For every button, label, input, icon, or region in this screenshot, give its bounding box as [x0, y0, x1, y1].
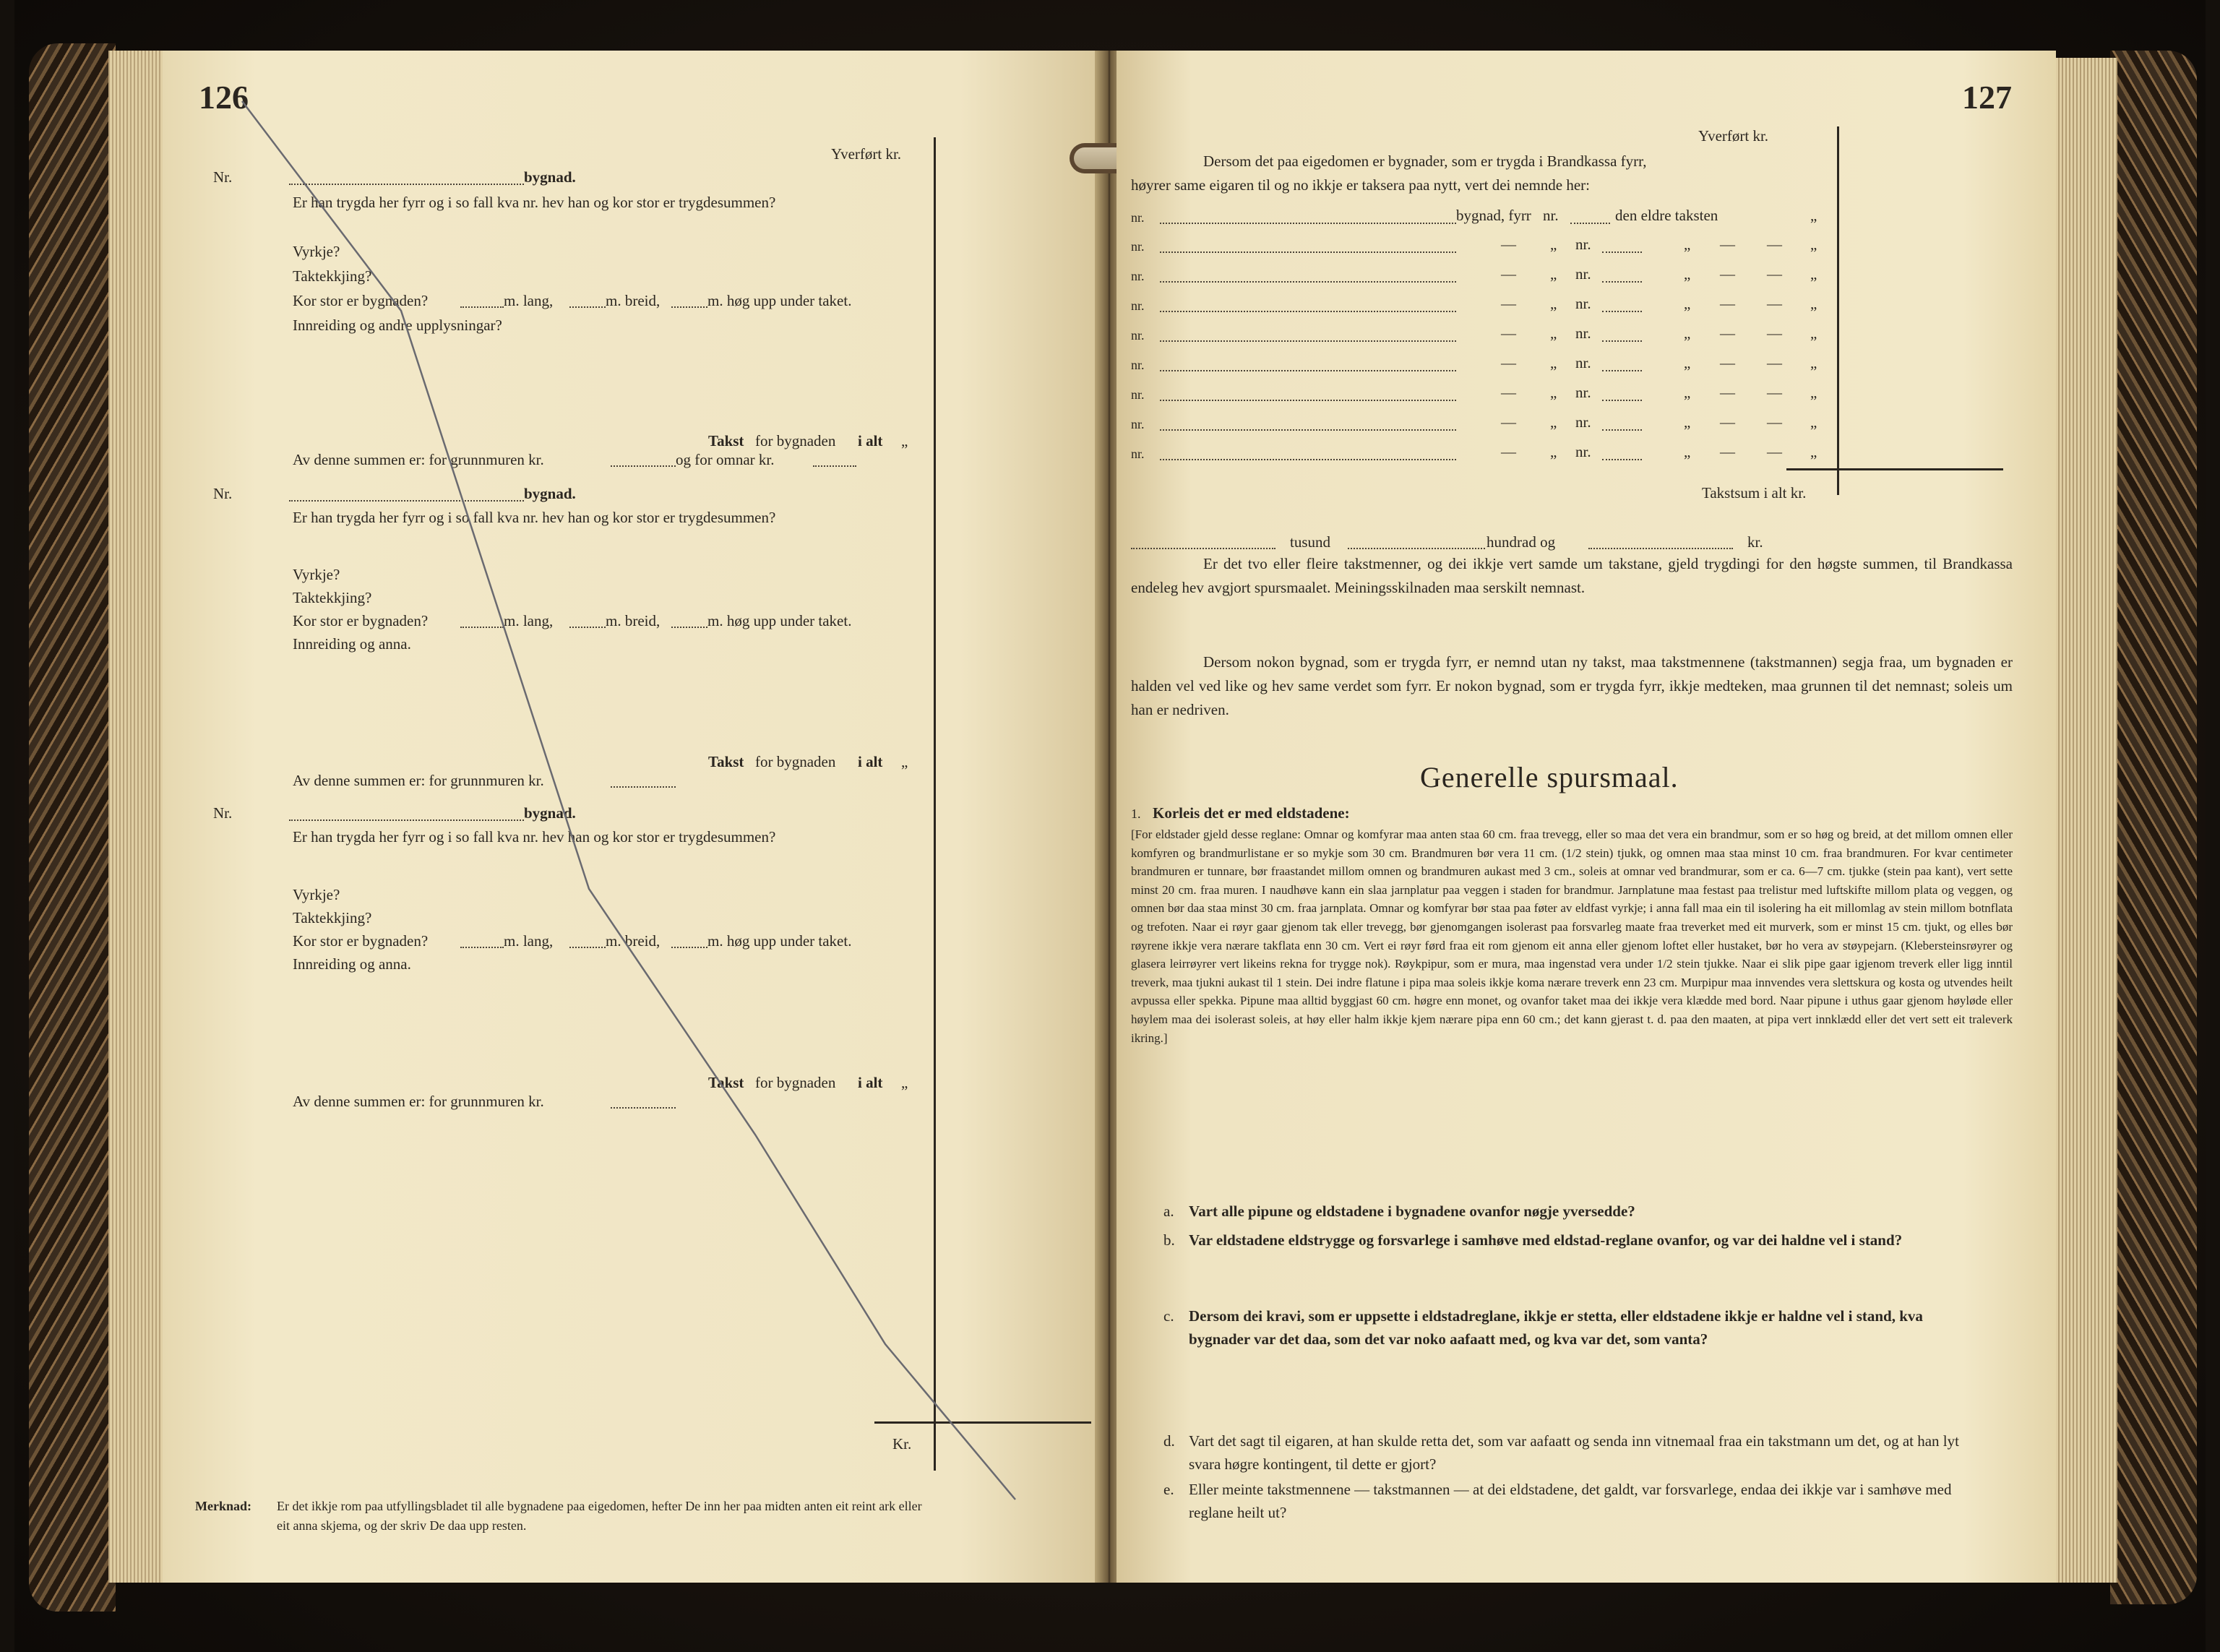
number-field[interactable]	[1602, 370, 1642, 371]
dash-mark: —	[1720, 354, 1735, 371]
nr-label: nr.	[1131, 269, 1145, 283]
merknad-label: Merknad:	[195, 1499, 251, 1513]
bygnad-label: bygnad.	[524, 168, 576, 186]
dash-mark: —	[1767, 413, 1782, 431]
bygnad-label: bygnad.	[524, 804, 576, 822]
amount-column-line	[1837, 126, 1839, 495]
ditto-mark: „	[1810, 265, 1817, 283]
length-unit: m. lang,	[504, 292, 554, 309]
old-valuation-label: den eldre taksten	[1615, 207, 1718, 224]
dash-mark: —	[1767, 324, 1782, 342]
other-info-label: Innreiding og anna.	[293, 955, 411, 973]
dash-mark: —	[1720, 384, 1735, 401]
building-name-field[interactable]	[1160, 223, 1456, 224]
ditto-mark: „	[1810, 443, 1817, 460]
nr-label: Nr.	[213, 804, 233, 822]
size-label: Kor stor er bygnaden?	[293, 292, 429, 309]
ditto-mark: „	[1810, 236, 1817, 253]
nr-label: nr.	[1131, 358, 1145, 372]
foundation-label: Av denne summen er: for grunnmuren kr.	[293, 451, 544, 468]
question-number: 1.	[1131, 806, 1141, 821]
thousands-label: tusund	[1290, 533, 1331, 551]
question-text: Var eldstadene eldstrygge og forsvarlege i samhøve med eldstad-reglane ovanfor, og var dei haldne vel i stand?	[1189, 1231, 1903, 1249]
ditto-mark: „	[1810, 324, 1817, 342]
bygnad-fyrr-label: bygnad, fyrr	[1456, 207, 1531, 224]
nr-label: nr.	[1575, 413, 1591, 431]
dash-mark: —	[1720, 413, 1735, 431]
width-unit: m. breid,	[606, 612, 661, 629]
nr-label: nr.	[1131, 328, 1145, 343]
width-unit: m. breid,	[606, 932, 661, 950]
dash-mark: —	[1767, 295, 1782, 312]
dash-mark: —	[1720, 295, 1735, 312]
nr-label: nr.	[1575, 236, 1591, 253]
ditto-mark: „	[901, 753, 908, 770]
dash-mark: —	[1501, 384, 1516, 401]
dash-mark: —	[1767, 443, 1782, 460]
carried-forward-label: Yverført kr.	[831, 145, 902, 163]
ditto-mark: „	[901, 432, 908, 449]
untaxed-building-note: Dersom nokon bygnad, som er trygda fyrr, er nemnd utan ny takst, maa takstmennene (takstmannen) segja fraa, um bygnaden er halden vel ved like og hev same verdet som fyrr. Er nokon bygnad, som er trygda fyrr, ikkje medteken, maa grunnen til det nemnast; soleis um han er nedriven.	[1131, 653, 2013, 718]
building-name-field[interactable]	[1160, 251, 1456, 253]
merknad-text: Er det ikkje rom paa utfyllingsbladet til alle bygnadene paa eigedomen, hefter De inn her paa midten anten eit reint ark eller	[277, 1499, 922, 1513]
other-info-label: Innreiding og andre upplysningar?	[293, 317, 502, 334]
carried-forward-label: Yverført kr.	[1698, 127, 1769, 145]
material-label: Vyrkje?	[293, 566, 340, 583]
number-field[interactable]	[1602, 340, 1642, 342]
ditto-mark: „	[1684, 236, 1691, 253]
bygnad-label: bygnad.	[524, 485, 576, 502]
page-number: 126	[199, 79, 249, 116]
question-text: Dersom dei kravi, som er uppsette i eldstadreglane, ikkje er stetta, eller eldstadene ikkje er haldne vel i stand, kva bygnader var det daa, som det var noko aafaatt med, og kva var det, som vanta?	[1189, 1307, 1923, 1348]
hundreds-label: hundrad og	[1487, 533, 1556, 551]
nr-label: nr.	[1543, 207, 1559, 224]
ditto-mark: „	[1550, 324, 1557, 342]
page-edges-right	[2052, 58, 2117, 1583]
right-page	[1117, 51, 2056, 1583]
marbled-edge-right	[2110, 51, 2197, 1604]
nr-label: nr.	[1575, 354, 1591, 371]
foundation-label: Av denne summen er: for grunnmuren kr.	[293, 1093, 544, 1110]
ditto-mark: „	[1550, 384, 1557, 401]
number-field[interactable]	[1602, 459, 1642, 460]
ditto-mark: „	[1810, 354, 1817, 371]
length-unit: m. lang,	[504, 932, 554, 950]
roofing-label: Taktekkjing?	[293, 589, 372, 606]
ditto-mark: „	[1684, 265, 1691, 283]
foundation-label: Av denne summen er: for grunnmuren kr.	[293, 772, 544, 789]
section-heading: Generelle spursmaal.	[1420, 761, 1679, 793]
takst-total-label: i alt	[858, 1074, 883, 1091]
intro-text: Dersom det paa eigedomen er bygnader, som er trygda i Brandkassa fyrr,	[1203, 152, 1647, 170]
nr-label: nr.	[1131, 210, 1145, 225]
material-label: Vyrkje?	[293, 886, 340, 903]
takst-building-label: for bygnaden	[755, 1074, 836, 1091]
dash-mark: —	[1767, 236, 1782, 253]
takst-label: Takst	[708, 432, 744, 449]
number-field[interactable]	[1602, 400, 1642, 401]
nr-label: nr.	[1575, 324, 1591, 342]
takst-label: Takst	[708, 753, 744, 770]
merknad-text: eit anna skjema, og der skriv De daa upp resten.	[277, 1518, 527, 1533]
question-letter: d.	[1163, 1432, 1175, 1450]
number-field[interactable]	[1602, 281, 1642, 283]
height-unit: m. høg upp under taket.	[707, 932, 852, 950]
ditto-mark: „	[1684, 384, 1691, 401]
marbled-edge-left	[29, 43, 116, 1612]
nr-label: nr.	[1131, 298, 1145, 313]
takstsum-label: Takstsum i alt kr.	[1702, 484, 1807, 502]
kroner-label: kr.	[1747, 533, 1763, 551]
nr-label: nr.	[1131, 417, 1145, 431]
roofing-label: Taktekkjing?	[293, 267, 372, 285]
dash-mark: —	[1501, 236, 1516, 253]
question-letter: e.	[1163, 1481, 1174, 1498]
building-name-field[interactable]	[1160, 400, 1456, 401]
building-name-field[interactable]	[1160, 370, 1456, 371]
nr-label: nr.	[1575, 384, 1591, 401]
thousands-field[interactable]	[1131, 548, 1275, 549]
other-info-label: Innreiding og anna.	[293, 635, 411, 653]
ditto-mark: „	[1810, 295, 1817, 312]
number-field[interactable]	[1602, 429, 1642, 431]
question-title: Korleis det er med eldstadene:	[1153, 804, 1350, 822]
width-unit: m. breid,	[606, 292, 661, 309]
building-name-field[interactable]	[1160, 311, 1456, 312]
building-name-field[interactable]	[1160, 429, 1456, 431]
nr-label: nr.	[1131, 387, 1145, 402]
hundreds-field[interactable]	[1348, 548, 1485, 549]
height-unit: m. høg upp under taket.	[707, 612, 852, 629]
total-label: Kr.	[892, 1435, 912, 1453]
dash-mark: —	[1501, 443, 1516, 460]
size-label: Kor stor er bygnaden?	[293, 932, 429, 950]
ditto-mark: „	[1684, 295, 1691, 312]
building-name-field[interactable]	[1160, 281, 1456, 283]
ditto-mark: „	[1810, 413, 1817, 431]
left-page	[163, 51, 1101, 1583]
dash-mark: —	[1767, 265, 1782, 283]
material-label: Vyrkje?	[293, 243, 340, 260]
number-field[interactable]	[1602, 311, 1642, 312]
takst-total-label: i alt	[858, 753, 883, 770]
nr-label: nr.	[1131, 447, 1145, 461]
dash-mark: —	[1720, 324, 1735, 342]
dash-mark: —	[1767, 384, 1782, 401]
dash-mark: —	[1767, 354, 1782, 371]
insurance-question: Er han trygda her fyrr og i so fall kva nr. hev han og kor stor er trygdesummen?	[293, 828, 776, 846]
takst-label: Takst	[708, 1074, 744, 1091]
length-unit: m. lang,	[504, 612, 554, 629]
sum-rule	[1786, 468, 2003, 470]
ditto-mark: „	[901, 1074, 908, 1091]
ditto-mark: „	[1684, 443, 1691, 460]
multiple-assessors-note: Er det tvo eller fleire takstmenner, og dei ikkje vert samde um takstane, gjeld trygdingi for den høgste summen, til Brandkassa endeleg hev avgjort spursmaalet. Meiningsskilnaden maa serskilt nemnast.	[1131, 555, 2013, 596]
ditto-mark: „	[1550, 265, 1557, 283]
size-label: Kor stor er bygnaden?	[293, 612, 429, 629]
page-edges-left	[108, 51, 166, 1583]
stoves-label: og for omnar kr.	[676, 451, 775, 468]
ditto-mark: „	[1550, 354, 1557, 371]
number-field[interactable]	[1570, 223, 1610, 224]
building-name-field[interactable]	[1160, 340, 1456, 342]
height-unit: m. høg upp under taket.	[707, 292, 852, 309]
takst-building-label: for bygnaden	[755, 753, 836, 770]
dash-mark: —	[1720, 443, 1735, 460]
stove-regulations: [For eldstader gjeld desse reglane: Omnar og komfyrar maa anten staa 60 cm. fraa trevegg, eller so maa det vera ein brandmur, som er so høg og breid, at det millom omnen eller komfyren og brandmurlistane er so mykje som 30 cm. Brandmuren bør vera 11 cm. (1/2 stein) tjukk, og omnen maa staa minst 10 cm. fraa brandmuren. For kvar centimeter brandmuren er tunnare, bør fraastandet millom omnen og brandmuren aukast med 3 cm., soleis at omnar ved brandmurar, som er ca. 6—7 cm. tjukke (stein paa kant), vert sette minst 20 cm. fraa muren. I naudhøve kann ein slaa jarnplatur paa veggen i staden for brandmur. Jarnplatune maa festast paa trelistur med luftskifte millom plata og veggen, og omnen bør daa staa minst 30 cm. fraa jarnplata. Omnar og komfyrar bør staa paa føter av eldfast vyrkje; i anna fall maa ein til isolering ha eit millomlag av stein millom botnflata og trefoten. Naar ei røyr gaar gjenom tak eller trevegg, bør gjenomgangen isolerast paa forsvarleg maate fraa treverket med eit murverk, som er minst 15 cm. tjukt, og elles bør røyrene ikkje vera nærare takflata enn 30 cm. Vert ei røyr førd fraa eit rom gjenom eit anna eller gjenom loftet eller hustaket, bør ho vera av støypejarn. (Klebersteinsrøyrer og glasera leirrøyrer vert likeins rekna for trygge nok). Røykpipur, som er mura, maa ingenstad vera under 1/2 stein tjukke. Naar ei slik pipe gaar igjenom treverk eller ligg inntil treverk, maa tjukni aukast til 1 stein. Dei indre flatune i pipa maa soleis ikkje koma nærare treverk enn 23 cm. Murpipur maa innvendes vera slettskura og kosta og utvendes heilt avpussa eller spekka. Pipune maa alltid byggjast 60 cm. høgre enn monet, og ovanfor taket maa dei ikkje vera klædde med bord. Naar pipune i uthus gaar gjenom høyløde eller høylem maa dei isolerast soleis, at høy eller halm ikkje kjem nærare pipa enn 60 cm.; det kann gjerast t. d. paa den maaten, at pipa vert innklædd eller det vert sett eit traleverk ikring.]	[1131, 827, 2013, 1045]
ditto-mark: „	[1550, 236, 1557, 253]
question-letter: b.	[1163, 1231, 1175, 1249]
ditto-mark: „	[1550, 295, 1557, 312]
ditto-mark: „	[1550, 413, 1557, 431]
takst-building-label: for bygnaden	[755, 432, 836, 449]
roofing-label: Taktekkjing?	[293, 909, 372, 926]
ditto-mark: „	[1684, 354, 1691, 371]
number-field[interactable]	[1602, 251, 1642, 253]
dash-mark: —	[1720, 265, 1735, 283]
intro-text: høyrer same eigaren til og no ikkje er taksera paa nytt, vert dei nemnde her:	[1131, 176, 1591, 194]
question-text: Vart alle pipune og eldstadene i bygnadene ovanfor nøgje yversedde?	[1189, 1203, 1635, 1220]
ditto-mark: „	[1810, 384, 1817, 401]
question-text: Vart det sagt til eigaren, at han skulde retta det, som var aafaatt og senda inn vitnemaal fraa ein takstmann um det, og at han lyt svara høgre kontingent, til dette er gjort?	[1189, 1432, 1959, 1473]
ditto-mark: „	[1550, 443, 1557, 460]
dash-mark: —	[1501, 413, 1516, 431]
nr-label: Nr.	[213, 168, 233, 186]
question-letter: a.	[1163, 1203, 1174, 1220]
kroner-field[interactable]	[1588, 548, 1733, 549]
dash-mark: —	[1501, 265, 1516, 283]
page-number: 127	[1962, 79, 2012, 116]
ditto-mark: „	[1684, 413, 1691, 431]
question-letter: c.	[1163, 1307, 1174, 1325]
ditto-mark: „	[1810, 207, 1817, 224]
question-text: Eller meinte takstmennene — takstmannen — at dei eldstadene, det galdt, var forsvarlege, endaa dei ikkje var i samhøve med reglane heilt ut?	[1189, 1481, 1952, 1521]
pencil-cancel-stroke	[163, 51, 1101, 1583]
nr-label: nr.	[1575, 265, 1591, 283]
dash-mark: —	[1501, 324, 1516, 342]
nr-label: nr.	[1575, 295, 1591, 312]
nr-label: nr.	[1131, 239, 1145, 254]
building-name-field[interactable]	[1160, 459, 1456, 460]
nr-label: nr.	[1575, 443, 1591, 460]
dash-mark: —	[1720, 236, 1735, 253]
insurance-question: Er han trygda her fyrr og i so fall kva nr. hev han og kor stor er trygdesummen?	[293, 194, 776, 211]
nr-label: Nr.	[213, 485, 233, 502]
ditto-mark: „	[1684, 324, 1691, 342]
insurance-question: Er han trygda her fyrr og i so fall kva nr. hev han og kor stor er trygdesummen?	[293, 509, 776, 526]
dash-mark: —	[1501, 295, 1516, 312]
takst-total-label: i alt	[858, 432, 883, 449]
dash-mark: —	[1501, 354, 1516, 371]
